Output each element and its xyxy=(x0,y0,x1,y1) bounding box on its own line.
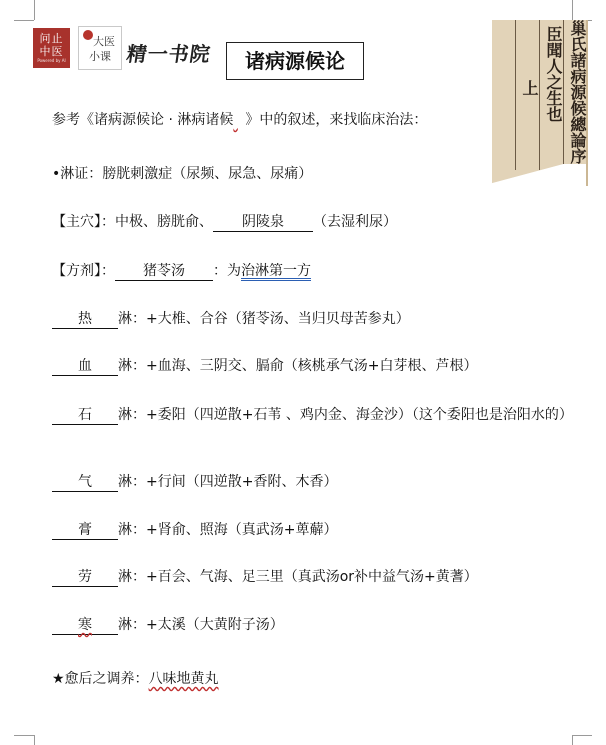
torn-edge xyxy=(492,164,586,186)
type-suffix: 淋： xyxy=(118,522,146,538)
intro-end: 》中的叙述，来找临床治法： xyxy=(245,112,428,128)
crop-mark xyxy=(572,735,573,745)
daxiaoke-logo xyxy=(78,26,122,70)
acupoints-note: （去湿利尿） xyxy=(313,214,397,230)
type-blank-text: 寒 xyxy=(78,617,92,633)
type-row xyxy=(52,309,410,329)
type-suffix: 淋： xyxy=(118,358,146,374)
formula-label: 【方剂】： xyxy=(52,263,115,279)
type-suffix: 淋： xyxy=(118,569,146,585)
aftercare-label: ★愈后之调养： xyxy=(52,671,149,687)
intro-gap xyxy=(233,110,245,130)
type-suffix: 淋： xyxy=(118,474,146,490)
type-blank: 热 xyxy=(52,310,118,329)
ancient-book-image xyxy=(492,20,588,186)
formula-line xyxy=(52,261,311,281)
type-content: +委阳（四逆散+石苇 、鸡内金、海金沙）（这个委阳也是治阳水的） xyxy=(146,407,573,423)
badge-icon xyxy=(83,30,93,40)
type-blank: 石 xyxy=(52,406,118,425)
type-row xyxy=(52,356,477,376)
type-row xyxy=(52,472,337,492)
logo-text: 问止 xyxy=(39,32,64,45)
book-column: 巢氏諸病源候總論序 xyxy=(568,20,587,164)
logo-text: 中医 xyxy=(39,45,64,58)
type-row xyxy=(52,615,284,635)
type-content: +血海、三阴交、膈俞（核桃承气汤+白芽根、芦根） xyxy=(146,358,478,374)
crop-mark xyxy=(572,0,573,20)
crop-mark xyxy=(34,0,35,20)
type-blank: 膏 xyxy=(52,521,118,540)
crop-mark xyxy=(14,735,34,736)
intro-text: 参考《诸病源候论 · 淋病诸候 xyxy=(52,112,234,128)
type-row xyxy=(52,520,337,540)
type-blank: 劳 xyxy=(52,568,118,587)
syndrome-line: •淋证：膀胱刺激症（尿频、尿急、尿痛） xyxy=(52,166,313,182)
aftercare-value: 八味地黄丸 xyxy=(148,671,219,687)
document-title: 诸病源候论 xyxy=(226,42,364,80)
type-content: +行间（四逆散+香附、木香） xyxy=(146,474,338,490)
formula-sep: ：为 xyxy=(213,263,241,279)
type-content: +太溪（大黄附子汤） xyxy=(146,617,284,633)
intro-line xyxy=(52,110,427,130)
book-column: 上 xyxy=(520,80,539,96)
formula-note: 治淋第一方 xyxy=(241,263,311,279)
type-row xyxy=(52,404,592,426)
logo-tagline: Powered by AI xyxy=(37,58,66,63)
crop-mark xyxy=(14,20,34,21)
type-content: +肾俞、照海（真武汤+萆薢） xyxy=(146,522,338,538)
type-content: +百会、气海、足三里（真武汤or补中益气汤+黄蓍） xyxy=(146,569,478,585)
type-row xyxy=(52,567,478,587)
crop-mark xyxy=(34,735,35,745)
acupoints-label: 【主穴】：中极、膀胱俞、 xyxy=(52,214,213,230)
brand-calligraphy: 精一书院 xyxy=(125,42,213,66)
type-suffix: 淋： xyxy=(118,311,146,327)
type-suffix: 淋： xyxy=(118,407,146,423)
wenzhi-logo xyxy=(33,28,70,68)
acupoints-line xyxy=(52,212,397,232)
acupoint-blank: 阴陵泉 xyxy=(213,213,313,232)
logo-text: 大医 xyxy=(93,35,115,48)
type-content: +大椎、合谷（猪苓汤、当归贝母苦参丸） xyxy=(146,311,410,327)
type-blank: 血 xyxy=(52,357,118,376)
aftercare-line xyxy=(52,669,219,689)
logo-text: 小课 xyxy=(89,50,111,63)
book-column: 臣聞人之生也 xyxy=(544,26,563,122)
type-blank xyxy=(52,616,118,635)
formula-blank: 猪苓汤 xyxy=(115,262,213,281)
type-suffix: 淋： xyxy=(118,617,146,633)
crop-mark xyxy=(572,735,592,736)
type-blank: 气 xyxy=(52,473,118,492)
